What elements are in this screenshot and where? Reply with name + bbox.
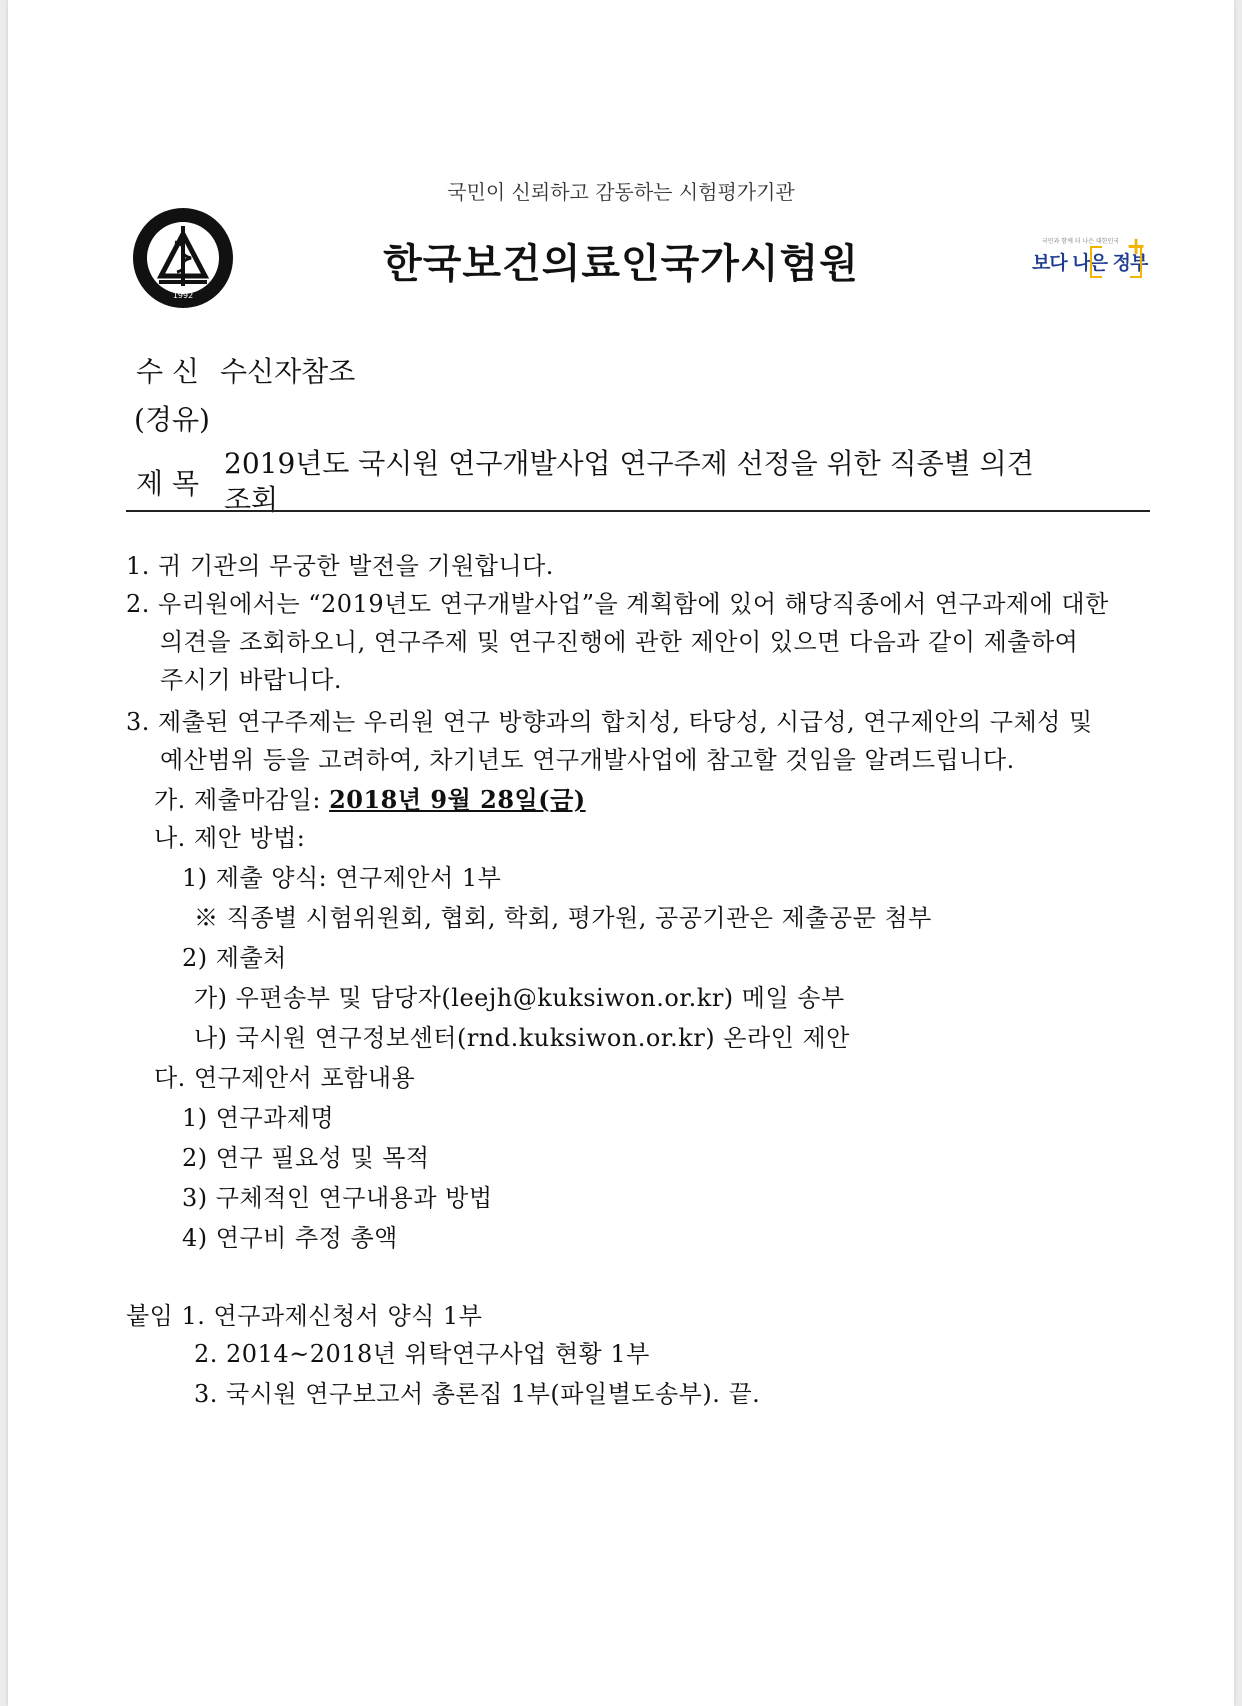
paragraph-2-line-2: 의견을 조회하오니, 연구주제 및 연구진행에 관한 제안이 있으면 다음과 같이 제출하여: [160, 628, 1079, 656]
gov-bracket-left-icon: [1090, 246, 1102, 278]
subject-line-2: 조회: [224, 483, 279, 516]
org-slogan: 국민이 신뢰하고 감동하는 시험평가기관: [447, 180, 795, 204]
recipient-label: 수 신: [136, 355, 199, 388]
contents-item-3: 3) 구체적인 연구내용과 방법: [182, 1184, 493, 1212]
gov-logo-caption: 국민과 함께 더 나은 대한민국: [1042, 238, 1120, 245]
paragraph-3-line-2: 예산범위 등을 고려하여, 차기년도 연구개발사업에 참고할 것임을 알려드립니다.: [160, 746, 1015, 774]
method-item-2-b: 나) 국시원 연구정보센터(rnd.kuksiwon.or.kr) 온라인 제안: [194, 1024, 850, 1052]
contents-item-4: 4) 연구비 추정 총액: [182, 1224, 398, 1252]
method-heading: 나. 제안 방법:: [154, 824, 306, 852]
deadline-item: [154, 780, 586, 815]
paragraph-2-line-3: 주시기 바랍니다.: [160, 666, 343, 694]
paragraph-3-line-1: 3. 제출된 연구주제는 우리원 연구 방향과의 합치성, 타당성, 시급성, 연구제안의 구체성 및: [126, 708, 1093, 736]
attachment-1: 붙임 1. 연구과제신청서 양식 1부: [126, 1302, 483, 1330]
org-title: 한국보건의료인국가시험원: [383, 240, 859, 287]
method-item-1-note: ※ 직종별 시험위원회, 협회, 학회, 평가원, 공공기관은 제출공문 첨부: [194, 904, 932, 932]
attachment-3: 3. 국시원 연구보고서 총론집 1부(파일별도송부). 끝.: [194, 1380, 761, 1408]
contents-item-1: 1) 연구과제명: [182, 1104, 335, 1132]
header-divider: [126, 510, 1150, 512]
subject-line-1: 2019년도 국시원 연구개발사업 연구주제 선정을 위한 직종별 의견: [224, 447, 1034, 480]
contents-item-2: 2) 연구 필요성 및 목적: [182, 1144, 430, 1172]
method-item-2-a: 가) 우편송부 및 담당자(leejh@kuksiwon.or.kr) 메일 송부: [194, 984, 845, 1012]
deadline-label: 가. 제출마감일:: [154, 786, 330, 814]
method-item-2: 2) 제출처: [182, 944, 287, 972]
plus-icon: +: [1126, 232, 1147, 260]
attachment-2: 2. 2014~2018년 위탁연구사업 현황 1부: [194, 1340, 650, 1368]
government-logo: [1018, 232, 1148, 286]
document-page: [8, 0, 1234, 1706]
subject-label: 제 목: [136, 467, 199, 500]
method-item-1: 1) 제출 양식: 연구제안서 1부: [182, 864, 502, 892]
paragraph-2-line-1: 2. 우리원에서는 “2019년도 연구개발사업”을 계획함에 있어 해당직종에서 연구과제에 대한: [126, 590, 1109, 618]
recipient-value: 수신자참조: [220, 355, 356, 388]
seal-year: 1992: [172, 291, 194, 300]
paragraph-1: 1. 귀 기관의 무궁한 발전을 기원합니다.: [126, 552, 554, 580]
contents-heading: 다. 연구제안서 포함내용: [154, 1064, 416, 1092]
via-label: (경유): [134, 403, 210, 436]
gov-logo-text: 보다 나은 정부: [1032, 252, 1148, 274]
deadline-date: 2018년 9월 28일(금): [329, 785, 586, 814]
